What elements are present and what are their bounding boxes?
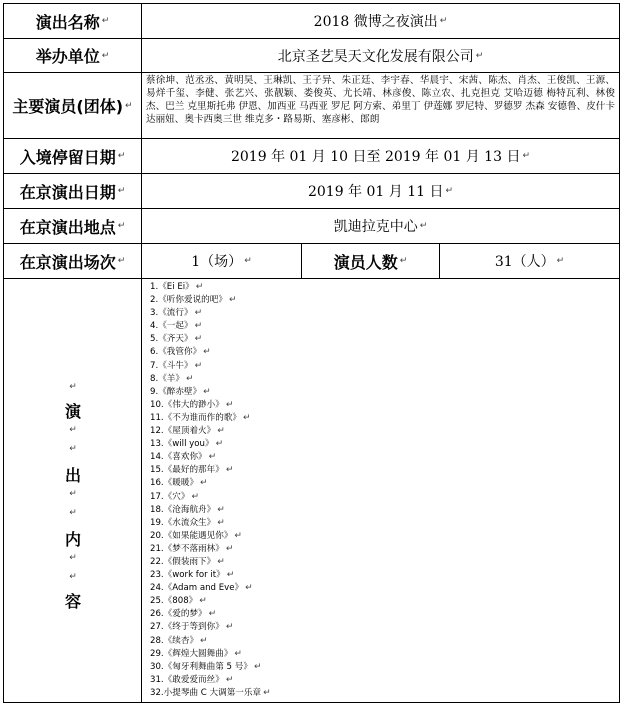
program-item: 9.《醉赤壁》 ↵ — [150, 386, 211, 397]
program-item: 13.《will you》 ↵ — [150, 439, 224, 450]
program-item: 27.《终于等到你》 ↵ — [150, 622, 234, 633]
paragraph-mark: ↵ — [245, 583, 253, 594]
label-mark: ↵ — [69, 553, 77, 563]
program-item: 8.《羊》 ↵ — [150, 373, 194, 384]
program-list — [142, 279, 619, 702]
program-item: 17.《穴》 ↵ — [150, 491, 199, 502]
label-mark: ↵ — [69, 572, 77, 582]
value-performance-name: 2018 微博之夜演出 ↵ — [313, 14, 448, 30]
value-organizer: 北京圣艺昊天文化发展有限公司 ↵ — [277, 48, 484, 65]
paragraph-mark: ↵ — [225, 399, 234, 410]
program-item: 5.《齐天》 ↵ — [150, 334, 203, 345]
paragraph-mark: ↵ — [225, 674, 234, 685]
paragraph-mark: ↵ — [203, 386, 211, 397]
program-item: 7.《斗牛》 ↵ — [150, 360, 203, 371]
label-show-date: 在京演出日期 ↵ — [4, 174, 142, 208]
label-mark: ↵ — [69, 425, 77, 435]
program-item: 24.《Adam and Eve》 ↵ — [150, 583, 253, 594]
paragraph-mark: ↵ — [243, 412, 251, 423]
paragraph-mark: ↵ — [194, 334, 203, 345]
paragraph-mark: ↵ — [195, 282, 204, 292]
program-item: 18.《沧海航舟》 ↵ — [150, 504, 225, 515]
program-item: 4.《一起》 ↵ — [150, 321, 203, 332]
value-sessions: 1（场） ↵ — [142, 244, 302, 278]
paragraph-mark: ↵ — [217, 426, 225, 437]
row-entry-dates — [4, 139, 619, 174]
paragraph-mark: ↵ — [228, 295, 237, 306]
program-item: 11.《不为谁而作的歌》 ↵ — [150, 412, 251, 423]
paragraph-mark: ↵ — [203, 347, 211, 358]
program-item: 29.《辉煌大圆舞曲》 ↵ — [150, 648, 242, 659]
program-item: 2.《听你爱说的吧》 ↵ — [150, 295, 237, 306]
paragraph-mark: ↵ — [226, 570, 235, 581]
paragraph-mark: ↵ — [208, 609, 217, 620]
paragraph-mark: ↵ — [208, 452, 217, 463]
paragraph-mark: ↵ — [194, 360, 203, 371]
label-char-2: 出 — [64, 466, 81, 485]
program-item: 10.《伟大的渺小》 ↵ — [150, 399, 234, 410]
label-performers: 主要演员(团体) ↵ — [4, 73, 142, 138]
row-sessions — [4, 244, 619, 279]
value-performers: 蔡徐坤、范丞丞、黄明昊、王琳凯、王子异、朱正廷、李宇春、华晨宇、宋茜、陈杰、肖杰、王俊凯、王源、易烊千玺、李健、张艺兴、张靓颖、娄俊英、尤长靖、林彦俊、陈立农、扎克担克 艾哈迈德 梅特瓦利、林俊杰、巴兰 克里斯托弗 伊恩、加西亚 马西亚 罗尼 阿方索、弟里丁 伊莲娜 罗尼特、罗德罗 杰森 安德鲁、皮什卡 达丽妞、奥卡西奥三世 维克多・路易斯、塞彦彬、郎朗 — [146, 75, 615, 125]
paragraph-mark: ↵ — [225, 622, 234, 633]
program-item: 14.《喜欢你》 ↵ — [150, 452, 217, 463]
program-item: 21.《梦不落雨林》 ↵ — [150, 543, 234, 554]
program-item: 15.《最好的那年》 ↵ — [150, 465, 234, 476]
paragraph-mark: ↵ — [194, 308, 203, 319]
value-show-date: 2019 年 01 月 11 日 ↵ — [307, 184, 454, 200]
label-mark: ↵ — [69, 382, 77, 392]
label-sessions: 在京演出场次 ↵ — [4, 244, 142, 278]
label-performer-count: 演员人数 ↵ — [302, 244, 440, 278]
paragraph-mark: ↵ — [225, 465, 234, 476]
program-item: 1.《Ei Ei》 ↵ — [150, 282, 204, 292]
row-performers — [4, 73, 619, 139]
row-content — [4, 279, 619, 702]
paragraph-mark: ↵ — [217, 556, 225, 567]
value-venue: 凯迪拉克中心 ↵ — [333, 219, 428, 235]
paragraph-mark: ↵ — [185, 373, 194, 384]
row-show-date — [4, 174, 619, 209]
label-mark: ↵ — [69, 508, 77, 518]
label-char-1: 演 — [64, 402, 81, 421]
paragraph-mark: ↵ — [191, 491, 199, 502]
label-mark: ↵ — [69, 489, 77, 499]
label-entry-dates: 入境停留日期 ↵ — [4, 139, 142, 173]
program-item: 19.《水流众生》 ↵ — [150, 517, 225, 528]
row-performance-name — [4, 4, 619, 39]
program-item: 20.《如果能遇见你》 ↵ — [150, 530, 242, 541]
row-venue — [4, 209, 619, 244]
paragraph-mark: ↵ — [225, 543, 234, 554]
paragraph-mark: ↵ — [194, 321, 203, 332]
label-content — [4, 279, 142, 702]
paragraph-mark: ↵ — [217, 504, 225, 515]
value-performer-count: 31（人） ↵ — [494, 254, 565, 270]
paragraph-mark: ↵ — [200, 635, 208, 646]
program-item: 31.《敢爱爱而丝》 ↵ — [150, 674, 234, 685]
program-item: 23.《work for it》 ↵ — [150, 570, 235, 581]
paragraph-mark: ↵ — [263, 687, 271, 698]
label-char-4: 容 — [64, 592, 81, 611]
program-item: 16.《暖暖》 ↵ — [150, 478, 208, 489]
label-venue: 在京演出地点 ↵ — [4, 209, 142, 243]
program-item: 3.《流行》 ↵ — [150, 308, 203, 319]
label-mark: ↵ — [69, 444, 77, 454]
paragraph-mark: ↵ — [234, 648, 242, 659]
paragraph-mark: ↵ — [217, 517, 225, 528]
program-item: 6.《我管你》 ↵ — [150, 347, 211, 358]
label-performance-name: 演出名称 ↵ — [4, 4, 142, 38]
program-item: 32.小提琴曲 C 大调第一乐章 ↵ — [150, 687, 271, 698]
paragraph-mark: ↵ — [253, 661, 262, 672]
value-entry-dates: 2019 年 01 月 10 日至 2019 年 01 月 13 日 ↵ — [230, 149, 530, 165]
program-item: 25.《808》 ↵ — [150, 596, 207, 607]
program-item: 12.《屋顶着火》 ↵ — [150, 426, 225, 437]
paragraph-mark: ↵ — [234, 530, 242, 541]
label-char-3: 内 — [64, 530, 81, 549]
program-item: 28.《续杏》 ↵ — [150, 635, 208, 646]
program-item: 26.《爱的梦》 ↵ — [150, 609, 217, 620]
program-item: 30.《匈牙利舞曲第 5 号》 ↵ — [150, 661, 262, 672]
row-organizer — [4, 39, 619, 73]
paragraph-mark: ↵ — [215, 439, 224, 450]
paragraph-mark: ↵ — [200, 478, 208, 489]
paragraph-mark: ↵ — [199, 596, 207, 607]
program-item: 22.《假装雨下》 ↵ — [150, 556, 225, 567]
label-organizer: 举办单位 ↵ — [4, 39, 142, 72]
performance-table — [3, 3, 620, 703]
